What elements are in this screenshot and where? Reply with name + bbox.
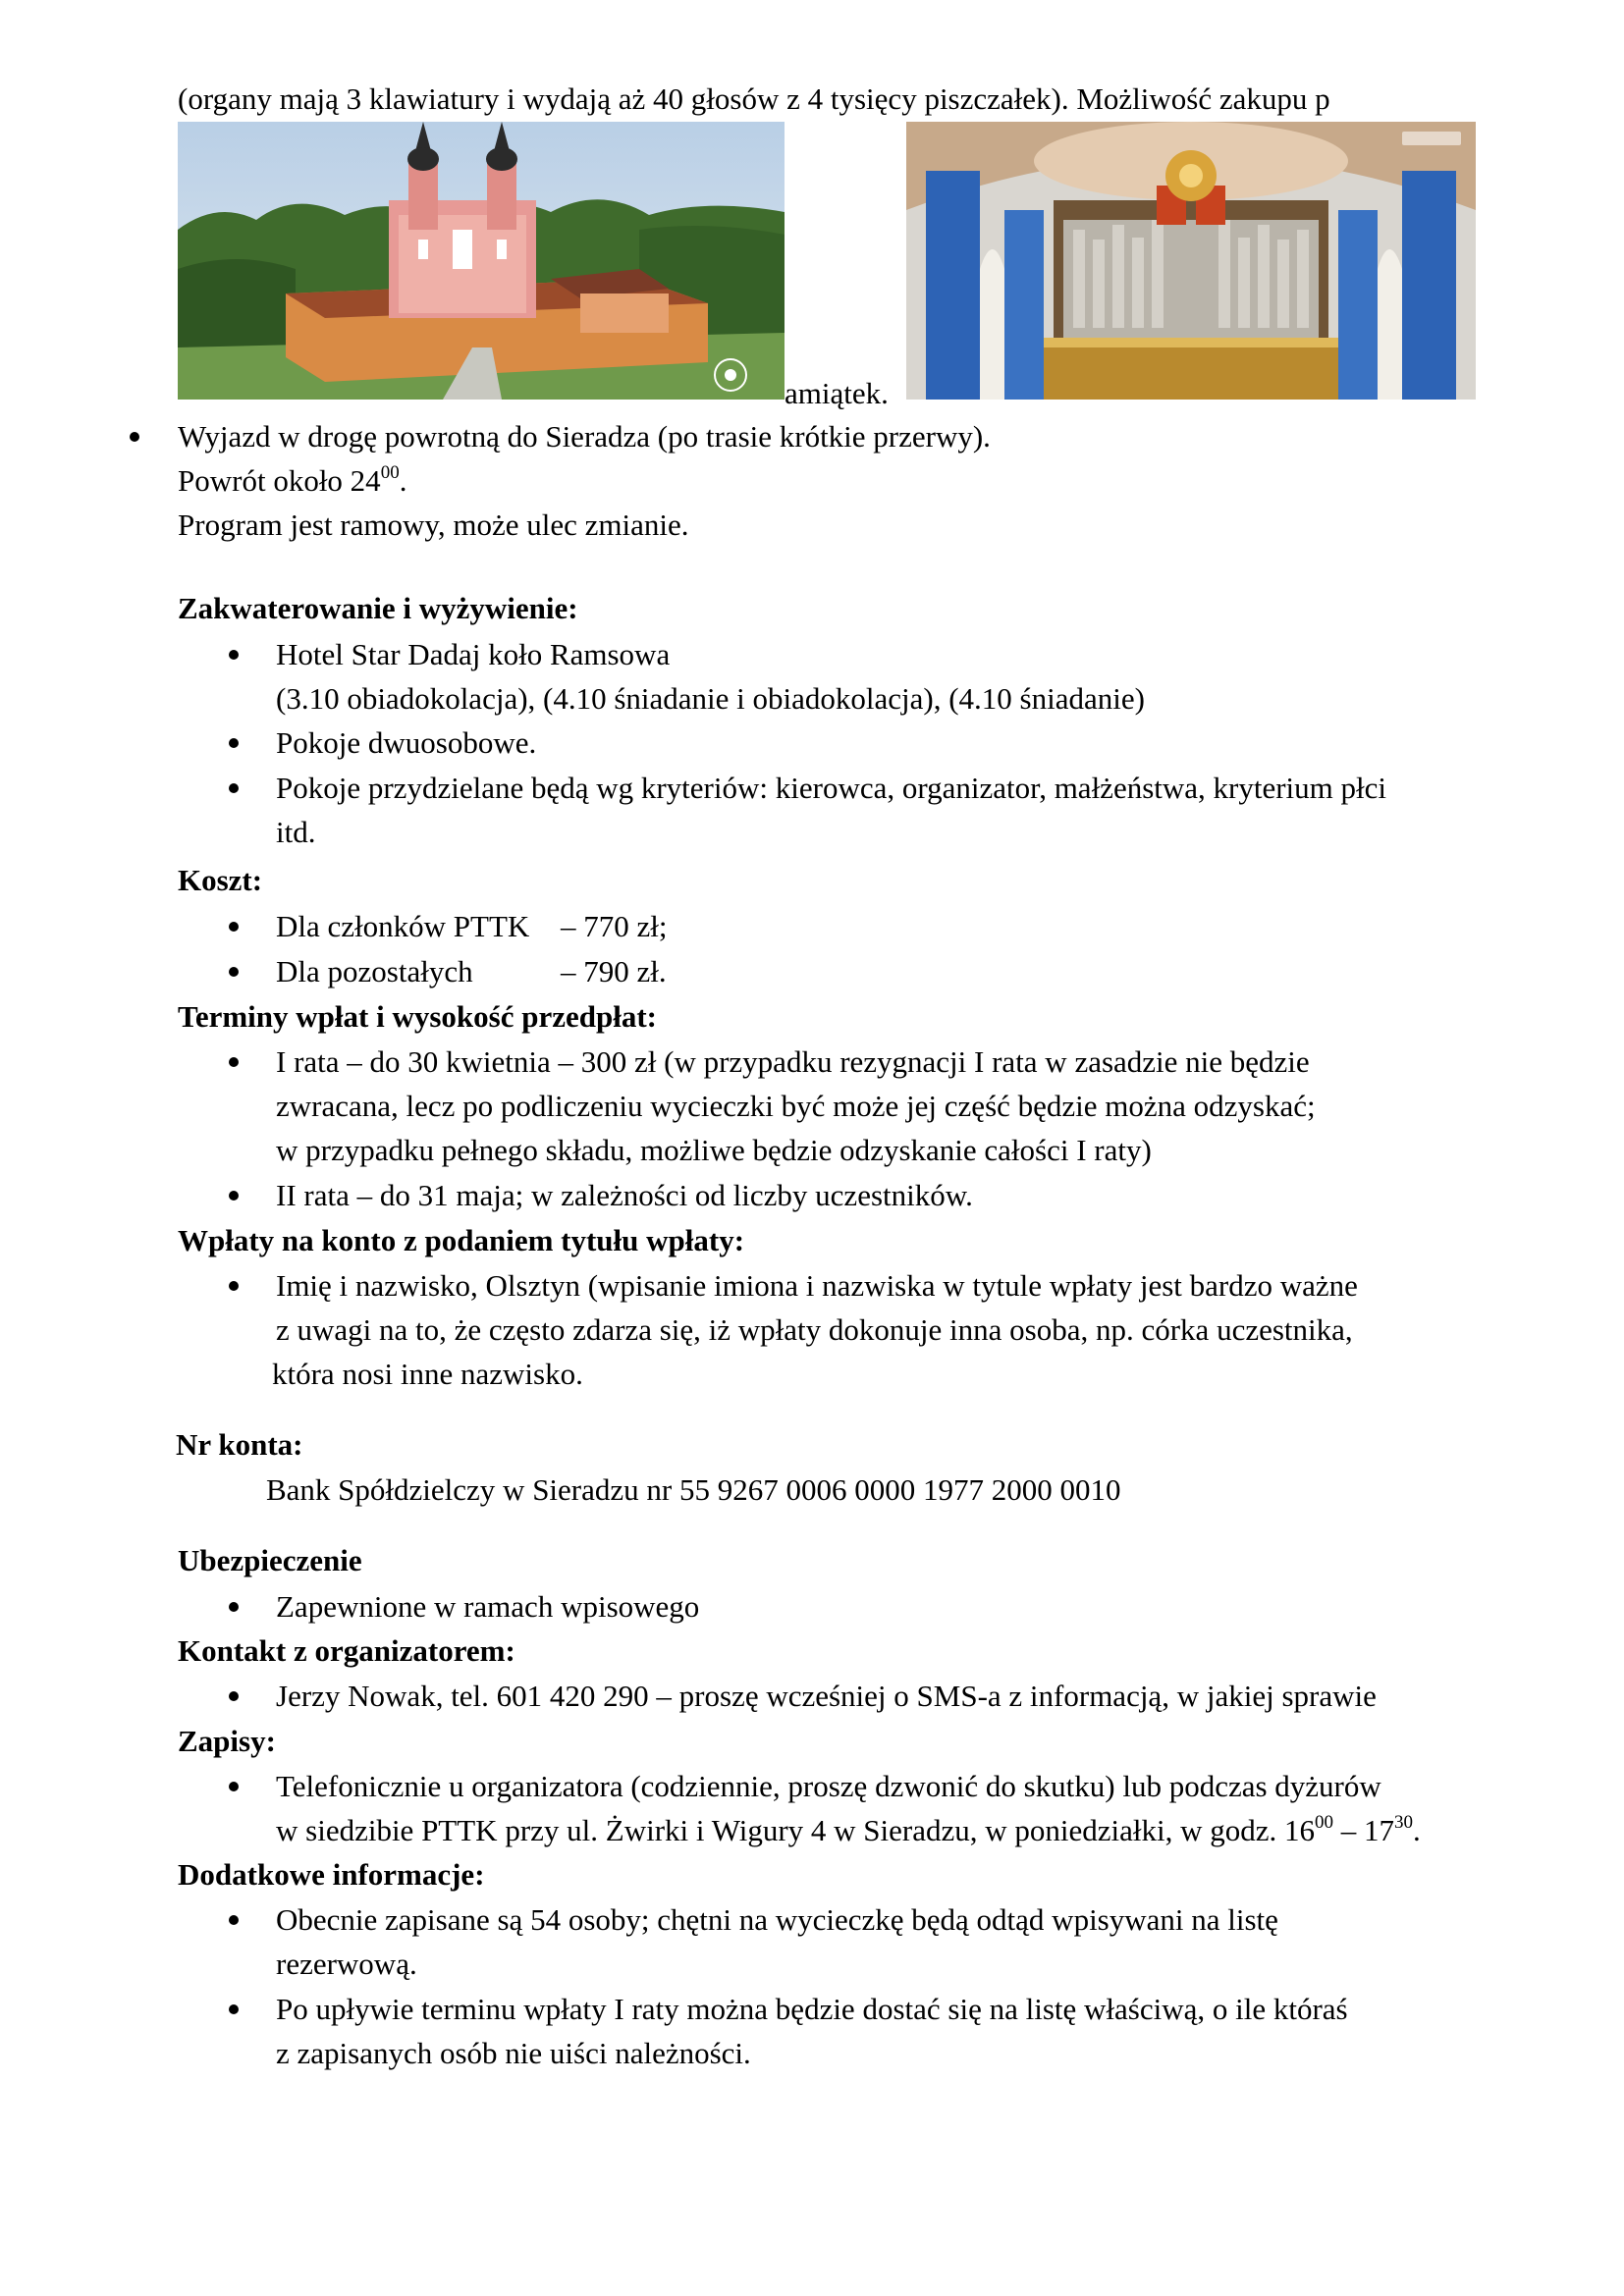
extra-item1-line2: rezerwową. — [276, 1947, 417, 1981]
hotel-line1: Hotel Star Dadaj koło Ramsowa — [276, 637, 671, 671]
room-criteria-line1: Pokoje przydzielane będą wg kryteriów: kierowca, organizator, małżeństwa, kryterium płci — [276, 771, 1387, 805]
return-line1: Wyjazd w drogę powrotną do Sieradza (po trasie krótkie przerwy). — [178, 419, 991, 454]
bullet-icon — [229, 783, 239, 793]
section-heading-account: Nr konta: — [176, 1427, 303, 1462]
signup-line2: w siedzibie PTTK przy ul. Żwirki i Wigury 4 w Sieradzu, w poniedziałki, w godz. $16^{00} - 17^{30}$. — [276, 1812, 1421, 1847]
bullet-icon — [229, 1057, 239, 1067]
installment1-line1: I rata – do 30 kwietnia – 300 zł (w przypadku rezygnacji I rata w zasadzie nie będzie — [276, 1044, 1310, 1079]
section-heading-transfer: Wpłaty na konto z podaniem tytułu wpłaty: — [178, 1223, 745, 1257]
transfer-line3: która nosi inne nazwisko. — [272, 1357, 583, 1391]
bullet-icon — [229, 2004, 239, 2014]
hotel-line2: (3.10 obiadokolacja), (4.10 śniadanie i obiadokolacja), (4.10 śniadanie) — [276, 681, 1145, 716]
section-heading-cost: Koszt: — [178, 863, 263, 897]
bullet-icon — [229, 1281, 239, 1291]
church-organ-photo — [906, 122, 1476, 400]
room-criteria-line2: itd. — [276, 815, 316, 849]
section-heading-extra: Dodatkowe informacje: — [178, 1857, 485, 1892]
bullet-icon — [229, 650, 239, 660]
bullet-icon — [229, 1782, 239, 1791]
section-heading-accommodation: Zakwaterowanie i wyżywienie: — [178, 591, 578, 625]
installment1-line3: w przypadku pełnego składu, możliwe będzie odzyskanie całości I raty) — [276, 1133, 1152, 1167]
bullet-icon — [229, 1915, 239, 1925]
photo-caption-tail: amiątek. — [785, 376, 889, 410]
extra-item2-line2: z zapisanych osób nie uiści należności. — [276, 2036, 751, 2070]
cost-others-label: Dla pozostałych — [276, 954, 473, 988]
section-heading-insurance: Ubezpieczenie — [178, 1543, 362, 1577]
installment2-line: II rata – do 31 maja; w zależności od liczby uczestników. — [276, 1178, 973, 1212]
bullet-icon — [229, 967, 239, 977]
bullet-icon — [229, 1602, 239, 1612]
cost-others-price: – 790 zł. — [561, 954, 667, 988]
transfer-line1: Imię i nazwisko, Olsztyn (wpisanie imiona i nazwiska w tytule wpłaty jest bardzo ważne — [276, 1268, 1358, 1303]
section-heading-contact: Kontakt z organizatorem: — [178, 1633, 515, 1668]
bullet-icon — [229, 1691, 239, 1701]
bullet-icon — [229, 738, 239, 748]
intro-line: (organy mają 3 klawiatury i wydają aż 40 głosów z 4 tysięcy piszczałek). Możliwość zakupu p — [178, 81, 1330, 116]
program-note: Program jest ramowy, może ulec zmianie. — [178, 507, 689, 542]
insurance-item: Zapewnione w ramach wpisowego — [276, 1589, 700, 1624]
rooms-line: Pokoje dwuosobowe. — [276, 725, 537, 760]
signup-line1: Telefonicznie u organizatora (codziennie, proszę dzwonić do skutku) lub podczas dyżurów — [276, 1769, 1381, 1803]
bullet-icon — [229, 922, 239, 932]
contact-item: Jerzy Nowak, tel. 601 420 290 – proszę wcześniej o SMS-a z informacją, w jakiej sprawie — [276, 1679, 1377, 1713]
bank-account-number: Bank Spółdzielczy w Sieradzu nr 55 9267 0006 0000 1977 2000 0010 — [266, 1472, 1121, 1507]
installment1-line2: zwracana, lecz po podliczeniu wycieczki być może jej część będzie można odzyskać; — [276, 1089, 1316, 1123]
cost-members-price: – 770 zł; — [561, 909, 668, 943]
bullet-icon — [130, 432, 139, 442]
cost-members-label: Dla członków PTTK — [276, 909, 530, 943]
church-exterior-photo — [178, 122, 785, 400]
section-heading-payments: Terminy wpłat i wysokość przedpłat: — [178, 999, 657, 1034]
section-heading-signup: Zapisy: — [178, 1724, 276, 1758]
bullet-icon — [229, 1191, 239, 1201]
transfer-line2: z uwagi na to, że często zdarza się, iż wpłaty dokonuje inna osoba, np. córka uczestnika, — [276, 1312, 1353, 1347]
return-line2: Powrót około $24^{00}$. — [178, 462, 407, 498]
extra-item1-line1: Obecnie zapisane są 54 osoby; chętni na wycieczkę będą odtąd wpisywani na listę — [276, 1902, 1278, 1937]
extra-item2-line1: Po upływie terminu wpłaty I raty można będzie dostać się na listę właściwą, o ile któraś — [276, 1992, 1348, 2026]
